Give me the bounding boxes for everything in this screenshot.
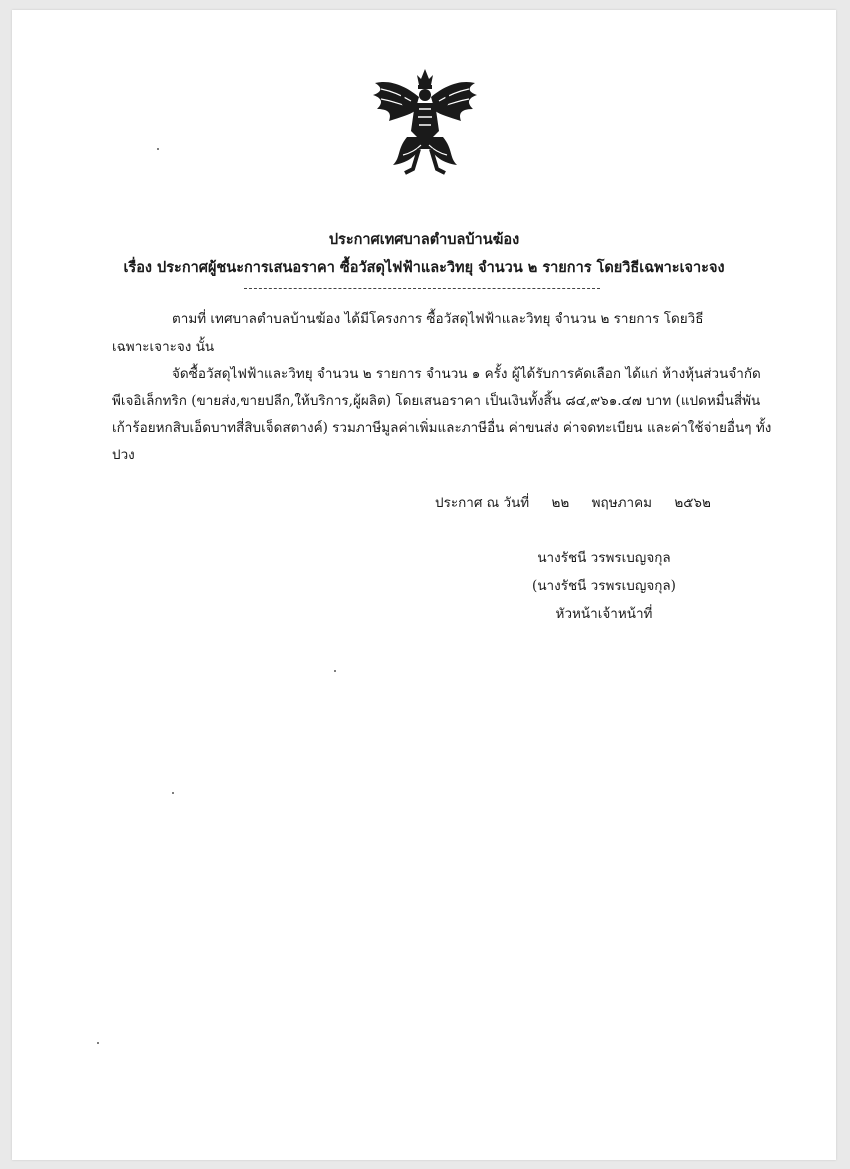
paragraph-2-line-4: ปวง — [112, 447, 135, 463]
announcement-date — [435, 491, 729, 513]
announcement-title: ประกาศเทศบาลตำบลบ้านฆ้อง — [328, 231, 520, 248]
garuda-emblem-icon — [367, 65, 483, 181]
date-year: ๒๕๖๒ — [674, 495, 711, 511]
announcement-subject: เรื่อง ประกาศผู้ชนะการเสนอราคา ซื้อวัสดุไฟฟ้าและวิทยุ จำนวน ๒ รายการ โดยวิธีเฉพาะเจาะจง — [123, 259, 725, 276]
scan-speck — [157, 148, 159, 150]
scan-speck — [334, 670, 336, 672]
paragraph-2-line-2: พีเจอิเล็กทริก (ขายส่ง,ขายปลีก,ให้บริการ,ผู้ผลิต) โดยเสนอราคา เป็นเงินทั้งสิ้น ๘๔,๙๖๑.๔๗ บาท (แปดหมื่นสี่พัน — [112, 393, 761, 409]
signer-name-parenthesized: (นางรัชนี วรพรเบญจกุล) — [532, 578, 676, 594]
scan-speck — [97, 1042, 99, 1044]
paragraph-2-line-1: จัดซื้อวัสดุไฟฟ้าและวิทยุ จำนวน ๒ รายการ จำนวน ๑ ครั้ง ผู้ได้รับการคัดเลือก ได้แก่ ห้างหุ้นส่วนจำกัด — [172, 366, 761, 382]
paragraph-1-line-2: เฉพาะเจาะจง นั้น — [112, 339, 215, 355]
date-prefix: ประกาศ ณ วันที่ — [435, 495, 530, 511]
title-divider — [244, 288, 600, 289]
date-month: พฤษภาคม — [591, 495, 653, 511]
paragraph-2-line-3: เก้าร้อยหกสิบเอ็ดบาทสี่สิบเจ็ดสตางค์) รวมภาษีมูลค่าเพิ่มและภาษีอื่น ค่าขนส่ง ค่าจดทะเบียน และค่าใช้จ่ายอื่นๆ ทั้ง — [112, 420, 772, 436]
paragraph-1-line-1: ตามที่ เทศบาลตำบลบ้านฆ้อง ได้มีโครงการ ซื้อวัสดุไฟฟ้าและวิทยุ จำนวน ๒ รายการ โดยวิธี — [172, 311, 704, 327]
signer-position: หัวหน้าเจ้าหน้าที่ — [555, 606, 653, 622]
scan-speck — [172, 792, 174, 794]
date-day: ๒๒ — [551, 495, 570, 511]
signer-name: นางรัชนี วรพรเบญจกุล — [537, 550, 671, 566]
document-page — [12, 10, 836, 1160]
